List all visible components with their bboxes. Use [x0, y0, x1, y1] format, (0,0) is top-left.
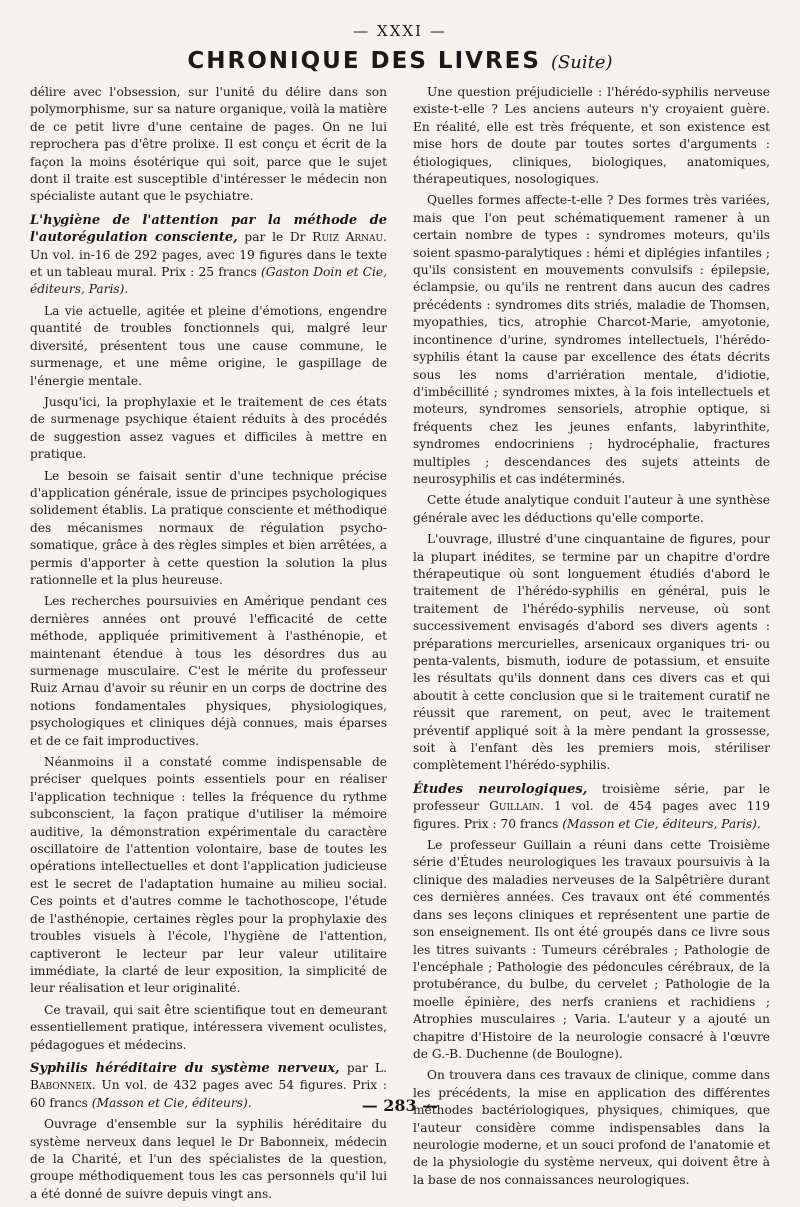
book-title: Études neurologiques,: [413, 781, 588, 797]
paragraph: Ouvrage d'ensemble sur la syphilis héréditaire du système nerveux dans lequel le Dr Babonneix, médecin de la Charité, et l'un des spécialistes de la question, groupe méthodiquement tous les cas personnels qu'il lui a été donné de suivre depuis vingt ans.: [30, 1117, 387, 1201]
book-author: Ruiz Arnau: [312, 230, 384, 245]
book-publisher: (Masson et Cie, éditeurs).: [91, 1095, 252, 1110]
paragraph: Cette étude analytique conduit l'auteur à une synthèse générale avec les déductions qu'elle comporte.: [413, 493, 770, 525]
book-entry-guillain: [413, 781, 770, 833]
paragraph: Le besoin se faisait sentir d'une technique précise d'application générale, issue de principes psychologiques solidement établis. La pratique consciente et méthodique des mécanismes normaux de régulation psycho-somatique, grâce à des règles simples et bien arrêtées, a permis d'apporter à cette question la solution la plus rationnelle et la plus heureuse.: [30, 468, 387, 587]
paragraph: délire avec l'obsession, sur l'unité du délire dans son polymorphisme, sur sa nature organique, voilà la matière de ce petit livre d'une centaine de pages. On ne lui reprochera pas d'être prolixe. Il est conçu et écrit de la façon la moins ésotérique qui soit, parce que le sujet dont il traite est susceptible d'intéresser le médecin non spécialiste autant que le psychiatre.: [30, 85, 387, 204]
paragraph: Quelles formes affecte-t-elle ? Des formes très variées, mais que l'on peut schématiquement ramener à un certain nombre de types : syndromes moteurs, qu'ils soient spasmo-paralytiques : hémi et diplégies infantiles ; qu'ils consistent en mouvements convulsifs : épilepsie, éclampsie, ou qu'ils ne rentrent dans aucun des cadres précédents : syndromes dits striés, maladie de Thomsen, myopathies, tics, atrophie Charcot-Marie, amyotonie, incontinence d'urine, syndromes intellectuels, l'hérédo-syphilis étant la cause par excellence des états décrits sous les noms d'arriération mentale, d'idiotie, d'imbécillité ; syndromes mixtes, à la fois intellectuels et moteurs, syndromes sensoriels, atrophie optique, si fréquents chez les jeunes enfants, labyrinthite, syndromes endocriniens ; hydrocéphalie, fractures multiples ; descendances des sujets atteints de neurosyphilis et cas indéterminés.: [413, 193, 770, 486]
paragraph: Néanmoins il a constaté comme indispensable de préciser quelques points essentiels pour en réaliser l'application technique : telles la fréquence du rythme subconscient, la façon pratique d'utiliser la mémoire auditive, la démonstration expérimentale du caractère oscillatoire de l'attention volontaire, base de toutes les opérations intellectuelles et dont l'application judicieuse est le secret de l'adaptation humaine au milieu social. Ces points et d'autres comme le tachothoscope, l'étude de l'asthénopie, certaines règles pour la prophylaxie des troubles visuels à l'école, l'hygiène de l'attention, captiveront le lecteur par leur valeur utilitaire immédiate, la clarté de leur exposition, la simplicité de leur réalisation et leur originalité.: [30, 755, 387, 996]
paragraph: L'ouvrage, illustré d'une cinquantaine de figures, pour la plupart inédites, se termine par un chapitre d'ordre thérapeutique où sont longuement étudiés d'abord le traitement de l'hérédo-syphilis en général, puis le traitement de l'hérédo-syphilis nerveuse, où sont successivement envisagés d'abord ses divers agents : préparations mercurielles, arsenicaux organiques tri- ou penta-valents, bismuth, iodure de potassium, et ensuite les résultats qu'ils donnent dans ces divers cas et qui aboutit à cette conclusion que si le traitement curatif ne réussit que rarement, on peut, avec le traitement préventif appliqué soit à la mère pendant la grossesse, soit à l'enfant dès les premiers mois, stériliser complètement l'hérédo-syphilis.: [413, 532, 770, 773]
book-publisher: (Gaston Doin et Cie, éditeurs, Paris).: [30, 265, 387, 297]
right-column: [413, 84, 770, 1193]
left-column: [30, 84, 387, 1207]
section-suite: (Suite): [550, 52, 613, 73]
book-details: . Un vol. in-16 de 292 pages, avec 19 figures dans le texte et un tableau mural. Prix : 25 francs: [30, 230, 387, 280]
section-heading: [0, 48, 800, 74]
paragraph: Une question préjudicielle : l'hérédo-syphilis nerveuse existe-t-elle ? Les anciens auteurs n'y croyaient guère. En réalité, elle est très fréquente, et son existence est mise hors de doute par toutes sortes d'arguments : étiologiques, cliniques, biologiques, anatomiques, thérapeutiques, nosologiques.: [413, 85, 770, 187]
book-publisher: (Masson et Cie, éditeurs, Paris).: [562, 816, 761, 831]
page-number: — 283 —: [361, 1096, 439, 1115]
book-byline: par le Dr: [237, 230, 313, 245]
paragraph: Jusqu'ici, la prophylaxie et le traitement de ces états de surmenage psychique étaient réduits à des procédés de suggestion assez vagues et difficiles à mettre en pratique.: [30, 394, 387, 462]
paragraph: La vie actuelle, agitée et pleine d'émotions, engendre quantité de troubles fonctionnels qui, malgré leur diversité, présentent tous une cause commune, le surmenage, et une même origine, le gaspillage de l'énergie mentale.: [30, 303, 387, 388]
book-entry-ruiz-arnau: [30, 212, 387, 299]
book-byline: troisième série, par le professeur: [413, 781, 771, 814]
book-title: L'hygiène de l'attention par la méthode de l'autorégulation consciente,: [30, 212, 387, 246]
book-byline: par L.: [339, 1060, 387, 1075]
paragraph: Ce travail, qui sait être scientifique tout en demeurant essentiellement pratique, intéressera vivement oculistes, pédagogues et médecins.: [30, 1002, 387, 1052]
book-details: . 1 vol. de 454 pages avec 119 figures. Prix : 70 francs: [413, 799, 770, 831]
roman-folio: — XXXI —: [353, 22, 447, 40]
book-title: Syphilis héréditaire du système nerveux,: [30, 1060, 340, 1076]
paragraph: Le professeur Guillain a réuni dans cette Troisième série d'Études neurologiques les travaux poursuivis à la clinique des maladies nerveuses de la Salpêtrière durant ces dernières années. Ces travaux ont été commentés dans ses leçons cliniques et représentent une partie de son enseignement. Ils ont été groupés dans ce livre sous les titres suivants : Tumeurs cérébrales ; Pathologie de l'encéphale ; Pathologie des pédoncules cérébraux, de la protubérance, du bulbe, du cervelet ; Pathologie de la moelle épinière, des nerfs craniens et rachidiens ; Atrophies musculaires ; Varia. L'auteur y a ajouté un chapitre d'Histoire de la neurologie consacré à l'œuvre de G.-B. Duchenne (de Boulogne).: [413, 838, 770, 1061]
book-author: Guillain: [489, 799, 540, 814]
book-author: Babonneix: [30, 1078, 92, 1093]
section-title: CHRONIQUE DES LIVRES: [187, 48, 541, 74]
book-details: . Un vol. de 432 pages avec 54 figures. Prix : 60 francs: [30, 1078, 387, 1110]
paragraph: On trouvera dans ces travaux de clinique, comme dans les précédents, la mise en application des différentes méthodes bactériologiques, physiques, chimiques, que l'auteur considère comme indispensables dans la neurologie moderne, et un souci profond de l'anatomie et de la physiologie du système nerveux, qui doivent être à la base de nos connaissances neurologiques.: [413, 1068, 770, 1187]
paragraph: Les recherches poursuivies en Amérique pendant ces dernières années ont prouvé l'efficacité de cette méthode, appliquée primitivement à l'asthénopie, et maintenant étendue à tous les désordres dus au surmenage musculaire. C'est le mérite du professeur Ruiz Arnau d'avoir su réunir en un corps de doctrine des notions fondamentales physiques, physiologiques, psychologiques et cliniques déjà connues, mais éparses et de ce fait improductives.: [30, 594, 387, 748]
